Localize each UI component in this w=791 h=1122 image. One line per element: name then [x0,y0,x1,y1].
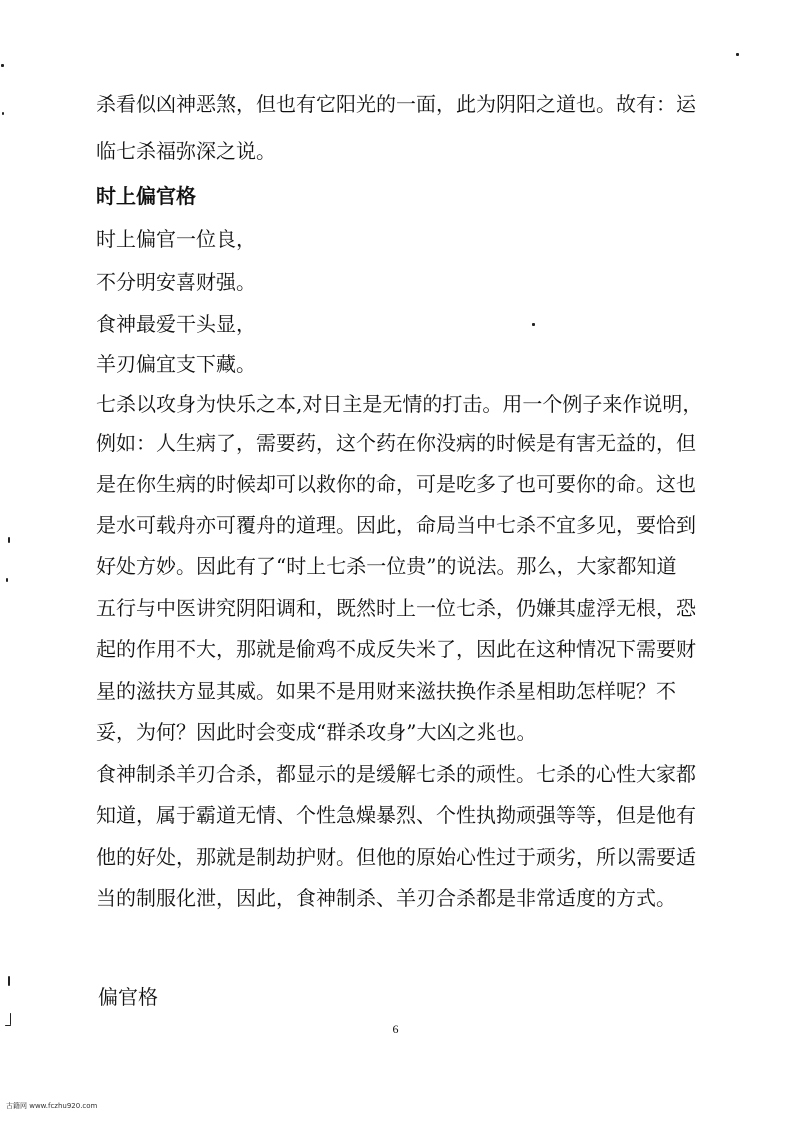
scan-speck [8,976,10,986]
text-line: 知道，属于霸道无情、个性急燥暴烈、个性执拗顽强等等，但是他有 [96,803,696,827]
text-line: 星的滋扶方显其威。如果不是用财来滋扶换作杀星相助怎样呢？不 [96,679,676,703]
text-line: 食神制杀羊刃合杀，都显示的是缓解七杀的顽性。七杀的心性大家都 [96,762,696,786]
poem-line: 不分明安喜财强。 [96,270,256,294]
scan-speck [8,537,10,543]
scan-speck [532,323,535,326]
text-line: 妥，为何？因此时会变成“群杀攻身”大凶之兆也。 [96,720,537,744]
text-line: 是水可载舟亦可覆舟的道理。因此，命局当中七杀不宜多见，要恰到 [96,513,696,537]
poem-line: 羊刃偏宜支下藏。 [96,352,256,376]
watermark: 古籍网 www.fczhu920.com [6,1102,98,1110]
text-line: 是在你生病的时候却可以救你的命，可是吃多了也可要你的命。这也 [96,472,696,496]
scan-speck [5,1025,11,1026]
text-line: 杀看似凶神恶煞，但也有它阳光的一面，此为阴阳之道也。故有：运 [96,92,696,116]
scan-speck [6,578,8,582]
section-heading: 偏官格 [98,985,158,1009]
scan-speck [2,112,4,115]
text-line: 五行与中医讲究阴阳调和，既然时上一位七杀，仍嫌其虚浮无根，恐 [96,596,696,620]
text-line: 起的作用不大，那就是偷鸡不成反失米了，因此在这种情况下需要财 [96,637,696,661]
scan-speck [10,1013,11,1025]
text-line: 他的好处，那就是制劫护财。但他的原始心性过于顽劣，所以需要适 [96,845,696,869]
page-number: 6 [392,1022,399,1036]
text-line: 临七杀福弥深之说。 [96,139,276,163]
section-heading: 时上偏官格 [96,184,196,208]
text-line: 例如：人生病了，需要药，这个药在你没病的时候是有害无益的，但 [96,431,696,455]
poem-line: 时上偏官一位良， [96,227,256,251]
text-line: 当的制服化泄，因此，食神制杀、羊刃合杀都是非常适度的方式。 [96,886,676,910]
scan-speck [1,64,4,67]
scan-speck [736,53,739,56]
text-line: 七杀以攻身为快乐之本,对日主是无情的打击。用一个例子来作说明， [96,392,703,416]
poem-line: 食神最爱干头显， [96,312,256,336]
text-line: 好处方妙。因此有了“时上七杀一位贵”的说法。那么，大家都知道 [96,554,677,578]
